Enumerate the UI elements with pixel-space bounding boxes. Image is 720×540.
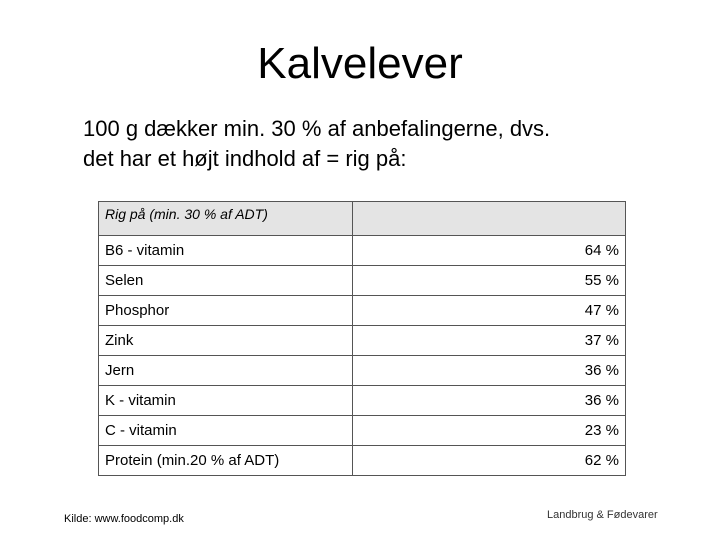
subtitle-line-2: det har et højt indhold af = rig på:	[83, 146, 407, 171]
table-row	[99, 416, 626, 446]
table-row	[99, 266, 626, 296]
row-value: 37 %	[353, 326, 626, 356]
slide-title: Kalvelever	[257, 39, 463, 88]
row-name: K - vitamin	[99, 386, 353, 416]
row-name: C - vitamin	[99, 416, 353, 446]
table-row	[99, 296, 626, 326]
nutrient-table	[98, 201, 626, 476]
header-value-cell	[353, 202, 626, 236]
slide-subtitle	[83, 114, 683, 174]
row-value: 47 %	[353, 296, 626, 326]
row-value: 36 %	[353, 356, 626, 386]
row-name: Phosphor	[99, 296, 353, 326]
row-name: B6 - vitamin	[99, 236, 353, 266]
source-note: Kilde: www.foodcomp.dk	[64, 513, 184, 525]
row-value: 62 %	[353, 446, 626, 476]
table-row	[99, 356, 626, 386]
row-value: 36 %	[353, 386, 626, 416]
row-name: Protein (min.20 % af ADT)	[99, 446, 353, 476]
row-value: 64 %	[353, 236, 626, 266]
row-value: 23 %	[353, 416, 626, 446]
row-value: 55 %	[353, 266, 626, 296]
table-row	[99, 326, 626, 356]
row-name: Zink	[99, 326, 353, 356]
organization-logo: Landbrug & Fødevarer	[547, 509, 658, 521]
row-name: Jern	[99, 356, 353, 386]
table-row	[99, 446, 626, 476]
row-name: Selen	[99, 266, 353, 296]
header-name-cell: Rig på (min. 30 % af ADT)	[99, 202, 353, 236]
table-header-row	[99, 202, 626, 236]
subtitle-line-1: 100 g dækker min. 30 % af anbefalingerne, dvs.	[83, 116, 551, 141]
table-row	[99, 236, 626, 266]
table-row	[99, 386, 626, 416]
